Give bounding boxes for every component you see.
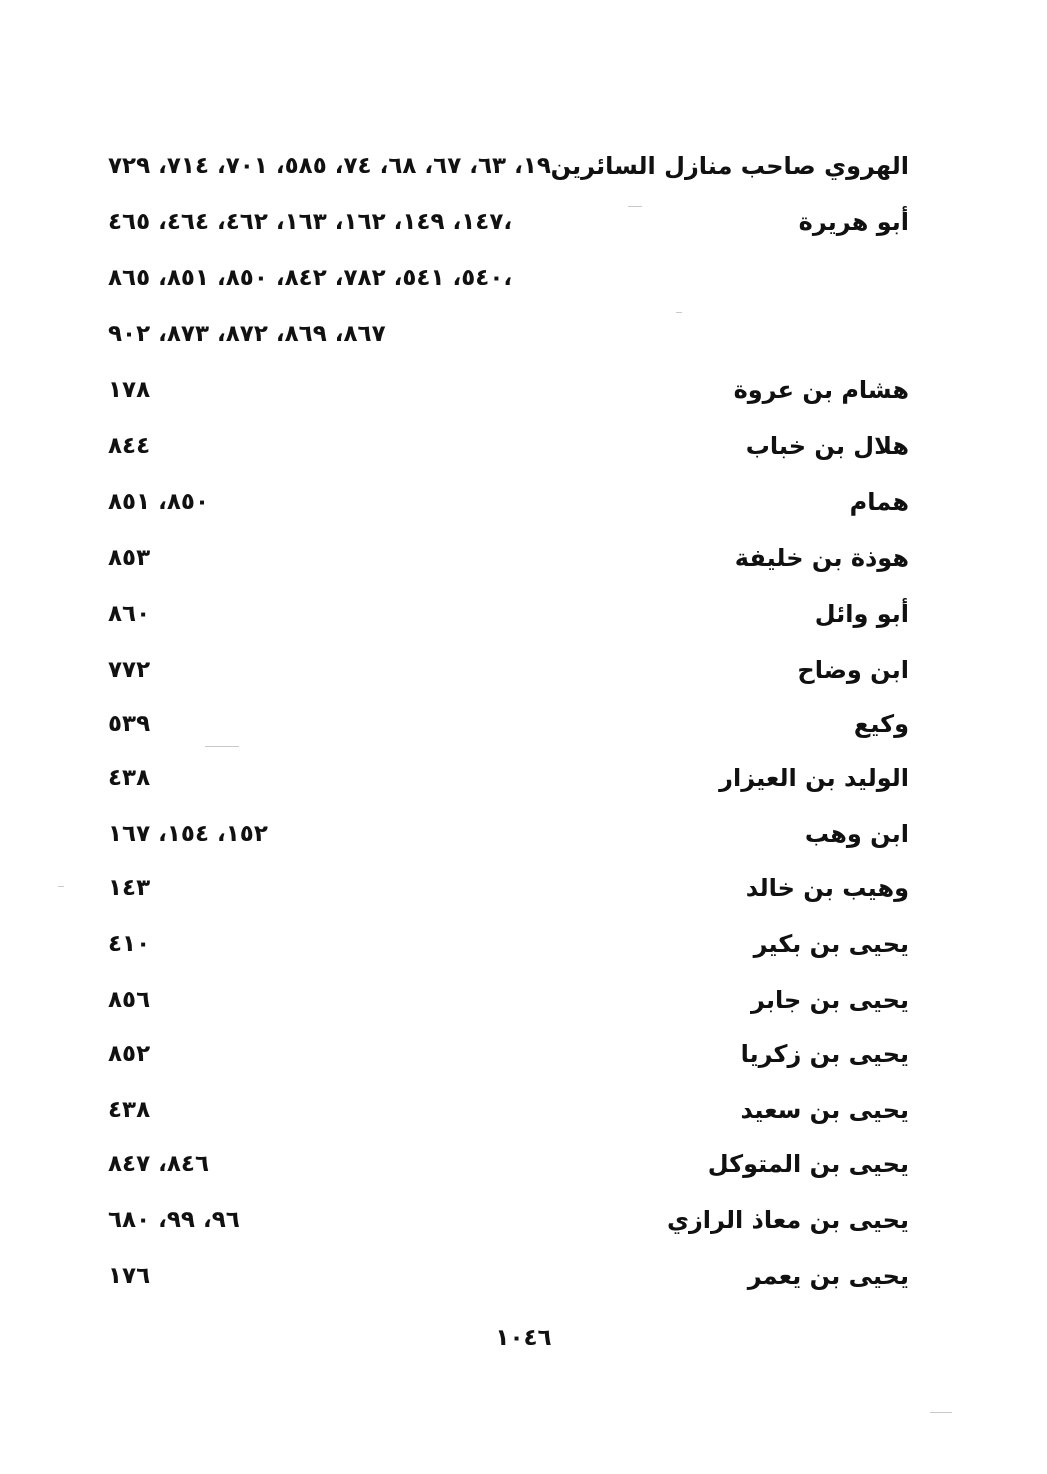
index-entry [0, 922, 1047, 966]
entry-pages: ٤١٠ [108, 931, 151, 957]
index-entry [0, 536, 1047, 580]
entry-name: يحيى بن المتوكل [707, 1150, 909, 1178]
entry-name: أبو هريرة [798, 208, 909, 236]
entry-pages: ٨٥٢ [108, 1041, 151, 1067]
entry-name: يحيى بن سعيد [740, 1096, 909, 1124]
index-entry [0, 756, 1047, 800]
index-entry [0, 866, 1047, 910]
entry-pages: ١٧٦ [108, 1263, 151, 1289]
entry-pages: ٤٣٨ [108, 1097, 151, 1123]
index-entry [0, 1198, 1047, 1242]
index-entry-continuation [0, 256, 1047, 300]
entry-pages: ١٥٢، ١٥٤، ١٦٧ [108, 821, 268, 847]
index-entry-continuation [0, 312, 1047, 356]
index-entry [0, 702, 1047, 746]
scan-speck [58, 886, 64, 887]
entry-pages: ٨٦٠ [108, 601, 151, 627]
index-entry [0, 200, 1047, 244]
index-entry [0, 480, 1047, 524]
scan-speck [628, 206, 642, 207]
entry-pages: ١٩، ٦٣، ٦٧، ٦٨، ٧٤، ٥٨٥، ٧٠١، ٧١٤، ٧٢٩ [108, 153, 551, 179]
index-entry [0, 1254, 1047, 1298]
entry-name: ابن وضاح [797, 656, 909, 684]
entry-pages: ٨٤٤ [108, 433, 151, 459]
entry-pages: ٨٥٣ [108, 545, 151, 571]
entry-name: الهروي صاحب منازل السائرين [550, 152, 909, 180]
page-number: ١٠٤٦ [495, 1325, 552, 1351]
index-entry [0, 424, 1047, 468]
entry-name: وكيع [853, 710, 909, 738]
entry-pages: ٤٣٨ [108, 765, 151, 791]
index-entry [0, 1088, 1047, 1132]
entry-name: الوليد بن العيزار [719, 764, 909, 792]
entry-pages: ١٧٨ [108, 377, 151, 403]
entry-pages: ١٤٣ [108, 875, 151, 901]
index-entry [0, 1032, 1047, 1076]
entry-pages: ٨٥٠، ٨٥١ [108, 489, 209, 515]
entry-name: يحيى بن معاذ الرازي [666, 1206, 909, 1234]
scan-speck [676, 312, 682, 313]
index-entry [0, 592, 1047, 636]
index-entry [0, 978, 1047, 1022]
entry-name: أبو وائل [814, 600, 909, 628]
entry-name: ابن وهب [804, 820, 909, 848]
entry-pages: ١٤٧، ١٤٩، ١٦٢، ١٦٣، ٤٦٢، ٤٦٤، ٤٦٥، [108, 209, 513, 235]
entry-name: يحيى بن بكير [753, 930, 909, 958]
entry-pages: ٥٤٠، ٥٤١، ٧٨٢، ٨٤٢، ٨٥٠، ٨٥١، ٨٦٥، [108, 265, 513, 291]
index-entry [0, 368, 1047, 412]
entry-name: هشام بن عروة [733, 376, 909, 404]
entry-pages: ٨٤٦، ٨٤٧ [108, 1151, 209, 1177]
entry-name: هوذة بن خليفة [734, 544, 909, 572]
entry-pages: ٧٧٢ [108, 657, 151, 683]
scan-speck [205, 746, 239, 747]
entry-pages: ٨٥٦ [108, 987, 151, 1013]
index-entry [0, 648, 1047, 692]
index-entry [0, 144, 1047, 188]
entry-name: هلال بن خباب [745, 432, 909, 460]
entry-pages: ٥٣٩ [108, 711, 151, 737]
index-entry [0, 812, 1047, 856]
entry-name: همام [849, 488, 909, 516]
entry-name: يحيى بن زكريا [740, 1040, 909, 1068]
entry-pages: ٨٦٧، ٨٦٩، ٨٧٢، ٨٧٣، ٩٠٢ [108, 321, 386, 347]
entry-name: يحيى بن جابر [751, 986, 909, 1014]
index-entry [0, 1142, 1047, 1186]
entry-name: وهيب بن خالد [745, 874, 909, 902]
entry-name: يحيى بن يعمر [747, 1262, 909, 1290]
scan-speck [930, 1412, 952, 1413]
entry-pages: ٩٦، ٩٩، ٦٨٠ [108, 1207, 240, 1233]
